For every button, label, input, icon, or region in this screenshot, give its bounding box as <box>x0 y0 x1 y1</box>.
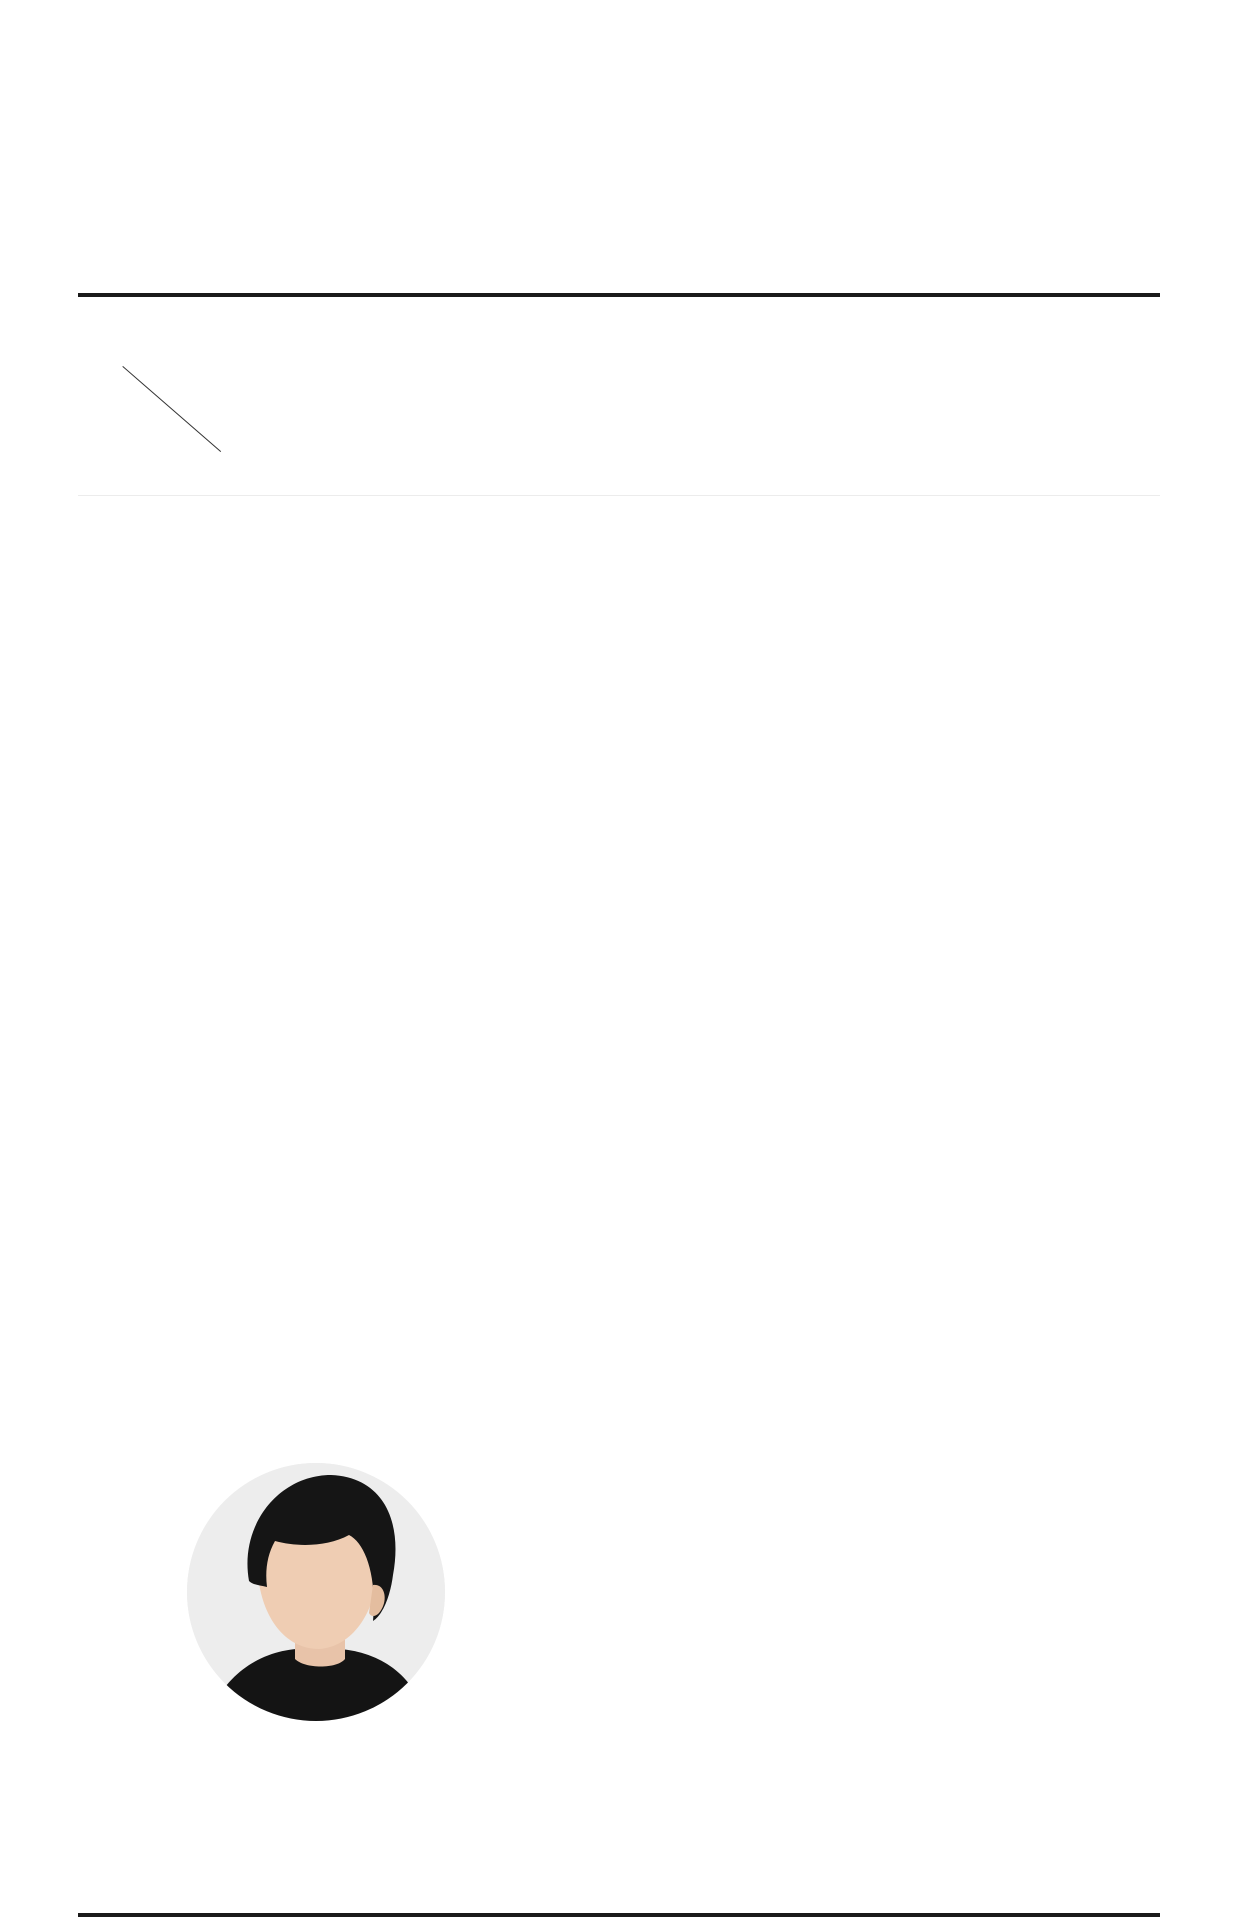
model-portrait-image <box>187 1463 445 1721</box>
table-header-row <box>78 350 1160 496</box>
model-avatar <box>187 1463 445 1721</box>
corner-diagonal-line <box>122 366 221 452</box>
women-size-table <box>78 350 1160 496</box>
women-title-divider <box>78 293 1160 297</box>
table-corner-cell <box>78 350 278 495</box>
men-title-divider <box>78 1913 1160 1917</box>
